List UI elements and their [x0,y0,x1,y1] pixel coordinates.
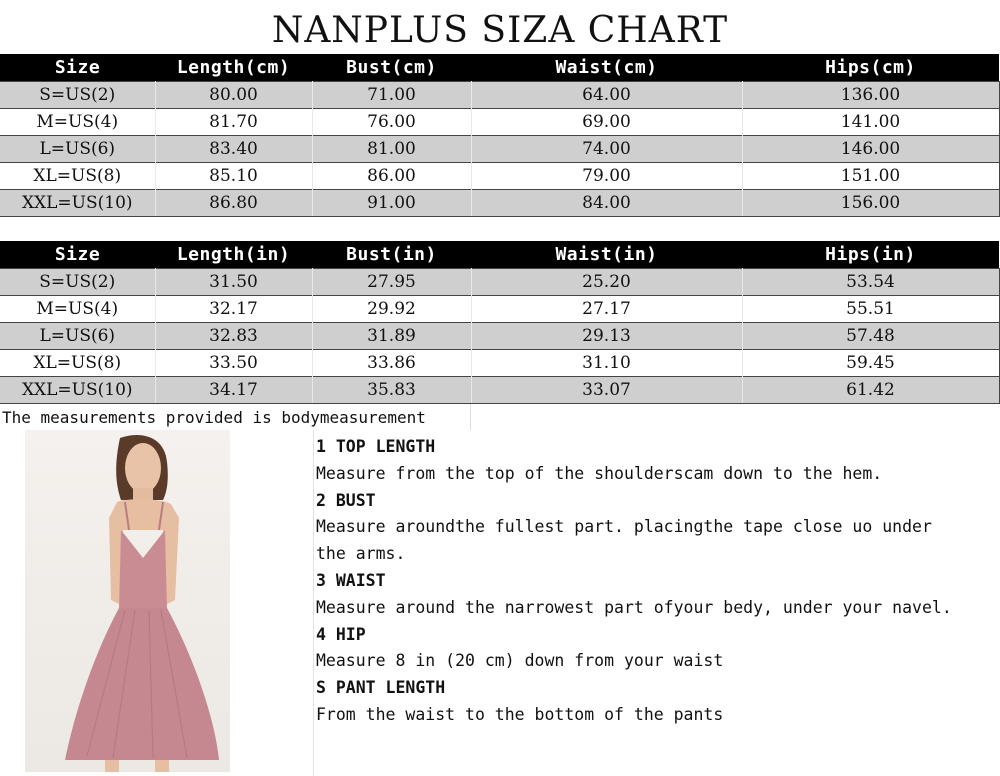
column-header: Size [0,241,155,269]
table-cell: 31.89 [312,323,471,350]
table-cell: 25.20 [471,269,742,296]
table-cell: 86.00 [312,163,471,190]
table-cell: 59.45 [742,350,999,377]
table-cell: 35.83 [312,377,471,404]
table-row [0,109,999,136]
size-table-cm [0,54,1000,217]
table-cell: 29.13 [471,323,742,350]
table-cell: 74.00 [471,136,742,163]
model-dress-illustration [25,430,230,772]
table-cell: 146.00 [742,136,999,163]
table-row [0,296,999,323]
guide-text: Measure 8 in (20 cm) down from your waist [316,651,724,671]
table-cell: 136.00 [742,82,999,109]
column-header: Size [0,54,155,82]
table-cell: M=US(4) [0,296,155,323]
table-cell: 32.83 [155,323,312,350]
guide-heading-waist: 3 WAIST [316,570,386,590]
table-cell: 27.17 [471,296,742,323]
table-cell: XXL=US(10) [0,190,155,217]
column-header: Waist(cm) [471,54,742,82]
table-header-row [0,54,999,82]
guide-heading-hip: 4 HIP [316,624,366,644]
page-title: NANPLUS SIZA CHART [271,10,729,51]
table-cell: 57.48 [742,323,999,350]
table-cell: 69.00 [471,109,742,136]
table-cell: L=US(6) [0,136,155,163]
table-row [0,269,999,296]
table-cell: 91.00 [312,190,471,217]
table-cell: 32.17 [155,296,312,323]
size-table-in [0,241,1000,404]
table-cell: L=US(6) [0,323,155,350]
guide-heading-bust: 2 BUST [316,490,376,510]
table-row [0,377,999,404]
guide-text: From the waist to the bottom of the pants [316,704,724,724]
divider [470,404,471,430]
table-row [0,163,999,190]
guide-heading-pant-length: S PANT LENGTH [316,678,446,698]
table-row [0,136,999,163]
model-photo [25,430,230,772]
column-header: Hips(in) [742,241,999,269]
table-cell: 71.00 [312,82,471,109]
table-cell: 86.80 [155,190,312,217]
table-cell: S=US(2) [0,269,155,296]
table-cell: 76.00 [312,109,471,136]
table-cell: 80.00 [155,82,312,109]
table-cell: 31.50 [155,269,312,296]
table-cell: M=US(4) [0,109,155,136]
table-cell: 33.50 [155,350,312,377]
table-row [0,323,999,350]
table-cell: 83.40 [155,136,312,163]
guide-text: Measure aroundthe fullest part. placingthe tape close uo under [316,517,932,537]
table-cell: 156.00 [742,190,999,217]
table-cell: 34.17 [155,377,312,404]
measurement-note: The measurements provided is bodymeasurement [2,408,426,427]
column-header: Hips(cm) [742,54,999,82]
guide-text: the arms. [316,544,406,564]
table-header-row [0,241,999,269]
table-cell: XXL=US(10) [0,377,155,404]
table-cell: 81.00 [312,136,471,163]
table-cell: 33.86 [312,350,471,377]
column-header: Waist(in) [471,241,742,269]
table-cell: 79.00 [471,163,742,190]
table-cell: 84.00 [471,190,742,217]
table-row [0,350,999,377]
guide-text: Measure from the top of the shoulderscam down to the hem. [316,463,883,483]
table-cell: 64.00 [471,82,742,109]
table-cell: 61.42 [742,377,999,404]
table-cell: 27.95 [312,269,471,296]
table-cell: XL=US(8) [0,163,155,190]
guide-heading-top-length: 1 TOP LENGTH [316,437,436,456]
table-cell: 81.70 [155,109,312,136]
table-cell: 29.92 [312,296,471,323]
table-row [0,82,999,109]
column-header: Length(cm) [155,54,312,82]
table-cell: 85.10 [155,163,312,190]
table-cell: 33.07 [471,377,742,404]
table-cell: 151.00 [742,163,999,190]
column-header: Length(in) [155,241,312,269]
table-cell: 141.00 [742,109,999,136]
table-cell: S=US(2) [0,82,155,109]
table-row [0,190,999,217]
column-header: Bust(in) [312,241,471,269]
table-cell: 55.51 [742,296,999,323]
divider [313,430,314,776]
measurement-guide [316,434,996,729]
column-header: Bust(cm) [312,54,471,82]
table-cell: XL=US(8) [0,350,155,377]
guide-text: Measure around the narrowest part ofyour bedy, under your navel. [316,597,952,617]
table-cell: 31.10 [471,350,742,377]
table-cell: 53.54 [742,269,999,296]
